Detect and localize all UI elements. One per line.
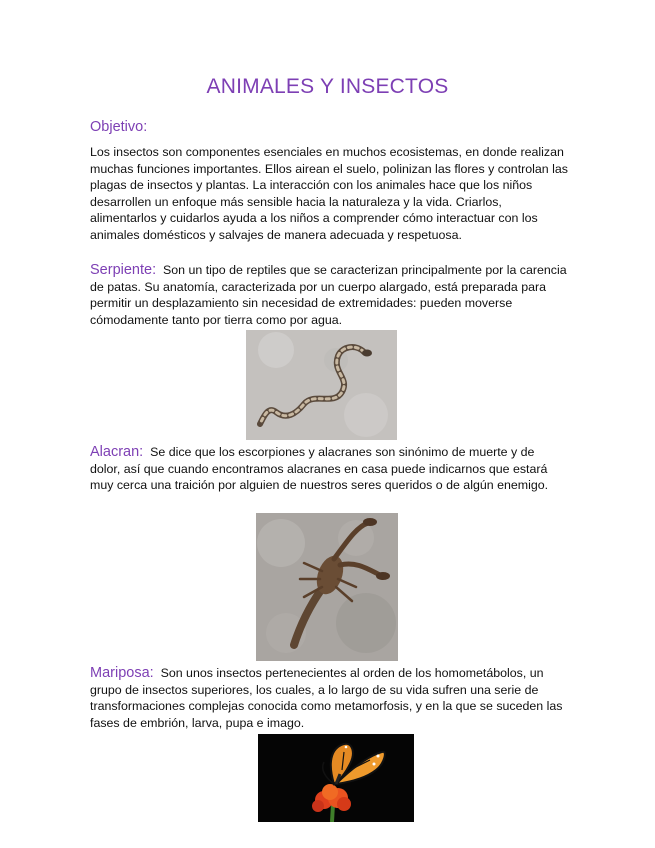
alacran-text: Se dice que los escorpiones y alacranes son sinónimo de muerte y de dolor, así que cuando encontramos alacranes en casa puede indicarnos que estará muy cerca una traición por alguien de nuestros seres queridos o de algún enemigo.: [90, 445, 549, 493]
objetivo-paragraph: Los insectos son componentes esenciales en muchos ecosistemas, en donde realizan muchas funciones importantes. Ellos airean el suelo, polinizan las flores y controlan las plagas de insectos y plantas. La interacción con los animales hace que los niños desarrollen un enfoque más sensible hacia la naturaleza y la vida. Criarlos, alimentarlos y cuidarlos ayuda a los niños a comprender cómo interactuar con los animales domésticos y salvajes de manera adecuada y respetuosa.: [90, 145, 568, 242]
objetivo-heading: Objetivo:: [90, 119, 148, 135]
snake-photo: [246, 330, 397, 440]
alacran-label: Alacran:: [90, 444, 144, 460]
scorpion-photo: [256, 513, 398, 661]
serpiente-text: Son un tipo de reptiles que se caracterizan principalmente por la carencia de patas. Su anatomía, caracterizada por un cuerpo alargado, está preparada para permitir un desplazamiento sin necesidad de extremidades: pueden moverse cómodamente tanto por tierra como por agua.: [90, 263, 567, 327]
mariposa-paragraph: [90, 665, 568, 731]
serpiente-label: Serpiente:: [90, 262, 157, 278]
mariposa-label: Mariposa:: [90, 665, 154, 681]
butterfly-photo: [258, 734, 414, 822]
alacran-paragraph: [90, 444, 568, 494]
serpiente-paragraph: [90, 262, 568, 328]
mariposa-text: Son unos insectos pertenecientes al orden de los homometábolos, un grupo de insectos superiores, los cuales, a lo largo de su vida sufren una serie de transformaciones complejas conocida como metamorfosis, y en la que se suceden las fases de embrión, larva, pupa e imago.: [90, 666, 563, 730]
page-title: ANIMALES Y INSECTOS: [206, 75, 449, 98]
